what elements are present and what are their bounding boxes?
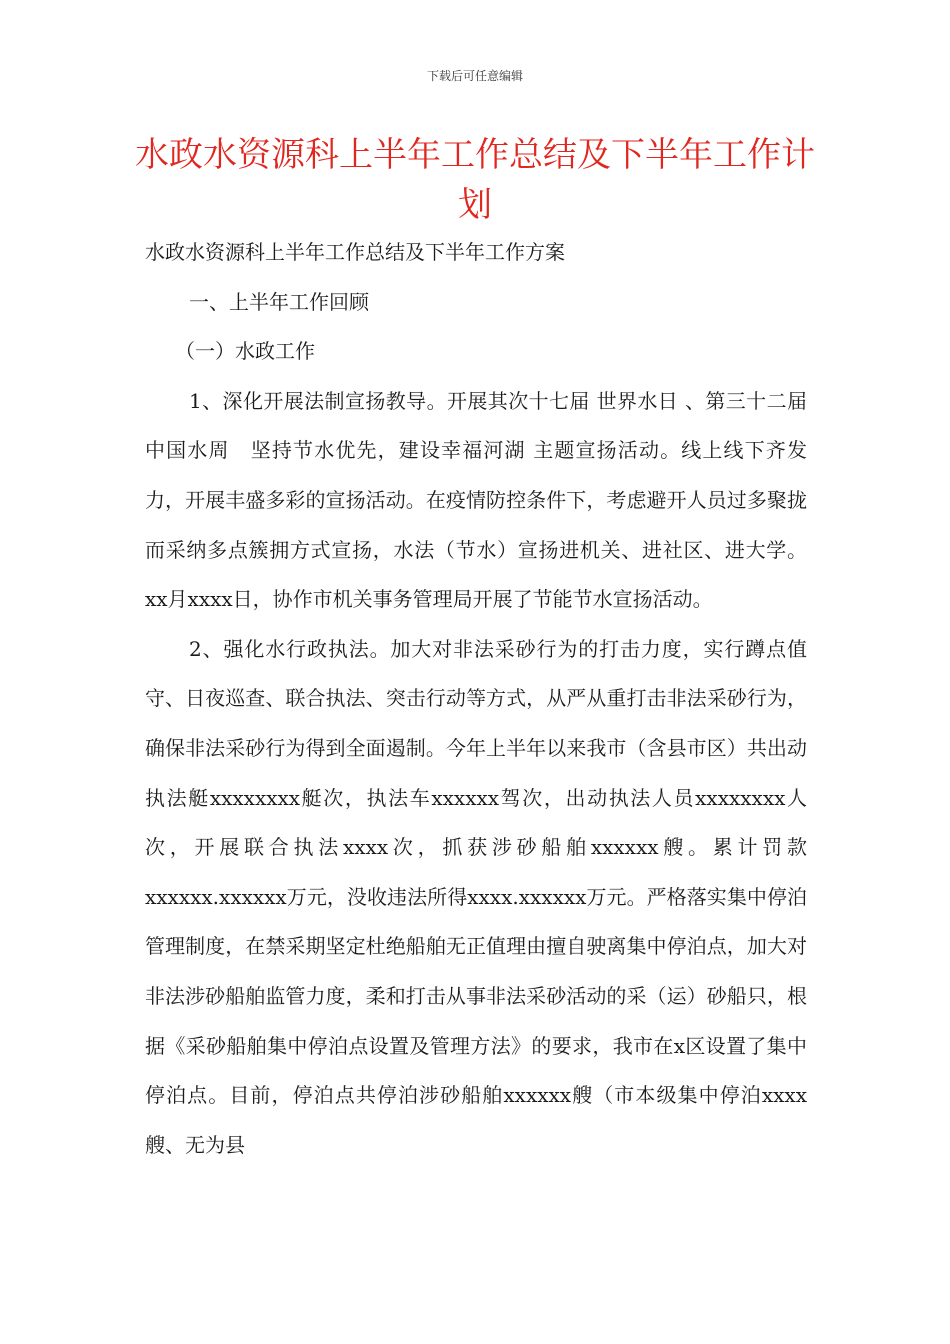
- paragraph-publicity: 1、深化开展法制宣扬教导。开展其次十七届 世界水日 、第三十二届 中国水周 坚持节水优先，建设幸福河湖 主题宣扬活动。线上线下齐发力，开展丰盛多彩的宣扬活动。在疫情防控条件下，考虑避开人员过多聚拢而采纳多点簇拥方式宣扬，水法（节水）宣扬进机关、进社区、进大学。xx月xxxx日，协作市机关事务管理局开展了节能节水宣扬活动。: [145, 388, 807, 612]
- document-subtitle: 水政水资源科上半年工作总结及下半年工作方案: [145, 240, 565, 264]
- document-body: [145, 228, 807, 1170]
- section-heading: 一、上半年工作回顾: [189, 289, 369, 314]
- paragraph-enforcement: 2、强化水行政执法。加大对非法采砂行为的打击力度，实行蹲点值守、日夜巡查、联合执法、突击行动等方式，从严从重打击非法采砂行为，确保非法采砂行为得到全面遏制。今年上半年以来我市（含县市区）共出动执法艇xxxxxxxx艇次，执法车xxxxxx驾次，出动执法人员xxxxxxxx人次，开展联合执法xxxx次，抓获涉砂船舶xxxxxx艘。累计罚款xxxxxx.xxxxxx万元，没收违法所得xxxx.xxxxxx万元。严格落实集中停泊管理制度，在禁采期坚定杜绝船舶无正值理由擅自驶离集中停泊点，加大对非法涉砂船舶监管力度，柔和打击从事非法采砂活动的采（运）砂船只，根据《采砂船舶集中停泊点设置及管理方法》的要求，我市在x区设置了集中停泊点。目前，停泊点共停泊涉砂船舶xxxxxx艘（市本级集中停泊xxxx艘、无为县: [145, 636, 807, 1157]
- header-note: 下载后可任意编辑: [426, 69, 523, 83]
- subsection-heading: （一）水政工作: [175, 339, 315, 364]
- document-title: 水政水资源科上半年工作总结及下半年工作计划: [135, 135, 815, 225]
